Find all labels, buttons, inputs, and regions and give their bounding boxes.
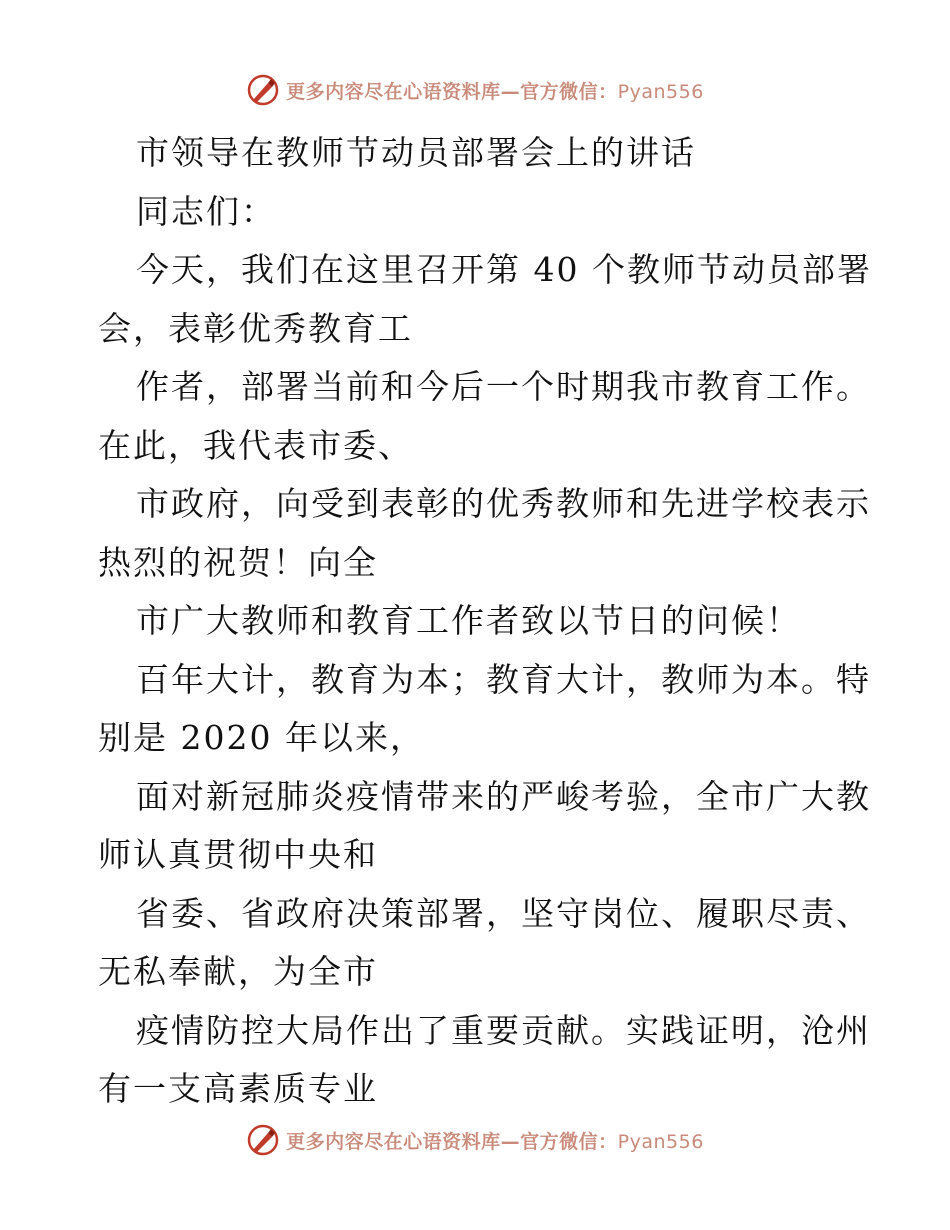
pen-logo-icon [246,73,280,107]
text-line: 疫情防控大局作出了重要贡献。实践证明，沧州 [136,1010,871,1050]
text-line: 省委、省政府决策部署，坚守岗位、履职尽责、 [136,893,871,933]
text-line: 市领导在教师节动员部署会上的讲话 [136,133,696,172]
text-line: 市广大教师和教育工作者致以节日的问候！ [136,601,801,640]
document-body [98,124,872,1119]
text-line: 会，表彰优秀教育工 [98,308,413,348]
text-line: 今天，我们在这里召开第 40 个教师节动员部署 [136,250,872,289]
header-watermark-text: 更多内容尽在心语资料库—官方微信：Pyan556 [286,80,704,103]
text-line: 师认真贯彻中央和 [98,835,378,874]
text-line: 无私奉献，为全市 [98,952,378,991]
text-line: 作者，部署当前和今后一个时期我市教育工作。 [136,367,871,406]
text-line: 面对新冠肺炎疫情带来的严峻考验，全市广大教 [136,776,871,816]
text-line: 别是 2020 年以来， [98,718,425,757]
footer-watermark-text: 更多内容尽在心语资料库—官方微信：Pyan556 [286,1130,704,1153]
text-line: 百年大计，教育为本；教育大计，教师为本。特 [136,659,871,699]
text-line: 在此，我代表市委、 [98,425,413,465]
text-line: 热烈的祝贺！向全 [98,542,378,582]
text-line: 市政府，向受到表彰的优秀教师和先进学校表示 [136,484,871,523]
text-line: 同志们： [136,191,276,231]
pen-logo-icon [246,1123,280,1157]
footer-watermark [0,1120,950,1160]
text-line: 有一支高素质专业 [98,1069,378,1108]
header-watermark [0,70,950,110]
